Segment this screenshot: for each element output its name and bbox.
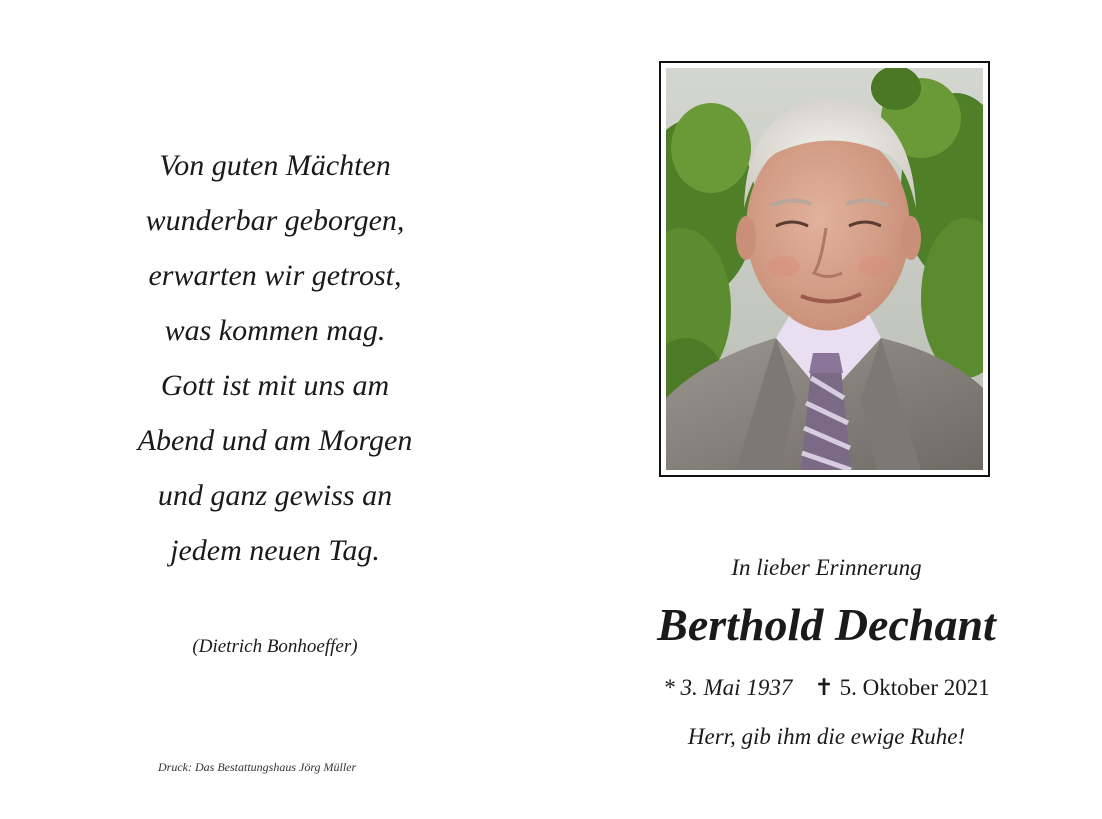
right-panel	[551, 0, 1102, 819]
poem-line: wunderbar geborgen,	[145, 204, 405, 237]
poem-line: und ganz gewiss an	[157, 479, 393, 512]
prayer-line: Herr, gib ihm die ewige Ruhe!	[687, 724, 966, 749]
poem-line: jedem neuen Tag.	[170, 534, 380, 567]
photo-frame	[659, 61, 990, 477]
poem	[60, 138, 490, 578]
memorial-intro: In lieber Erinnerung	[731, 555, 922, 580]
poem-line: Gott ist mit uns am	[160, 369, 390, 402]
portrait-illustration	[666, 68, 983, 470]
poem-line: was kommen mag.	[164, 314, 386, 347]
portrait-photo	[666, 68, 983, 470]
poem-line: erwarten wir getrost,	[148, 259, 402, 292]
poem-line: Abend und am Morgen	[137, 424, 413, 457]
poem-author: (Dietrich Bonhoeffer)	[192, 636, 358, 657]
deceased-name: Berthold Dechant	[657, 599, 996, 650]
life-dates	[551, 675, 1102, 701]
death-date: 5. Oktober 2021	[839, 675, 990, 700]
birth-date: * 3. Mai 1937	[663, 675, 793, 700]
poem-line: Von guten Mächten	[159, 149, 391, 182]
cross-icon: ✝	[814, 675, 834, 700]
printer-credit: Druck: Das Bestattungshaus Jörg Müller	[158, 760, 357, 774]
